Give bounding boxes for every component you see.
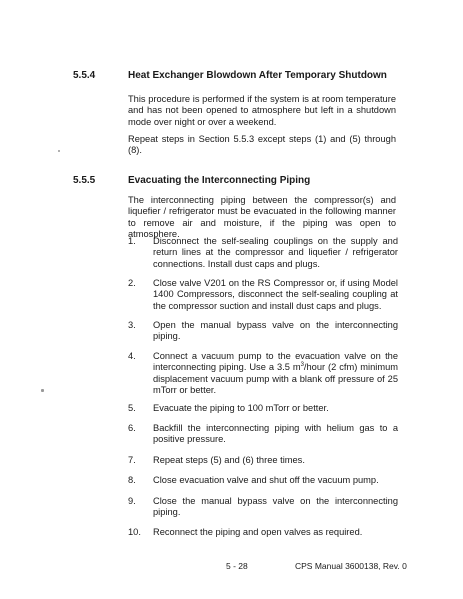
step-number: 1. <box>128 236 136 246</box>
step-text: Open the manual bypass valve on the interconnecting piping. <box>153 320 398 342</box>
step-number: 7. <box>128 455 136 465</box>
manual-reference: CPS Manual 3600138, Rev. 0 <box>295 561 407 571</box>
section-paragraph: This procedure is performed if the system is at room temperature and has not been opened to atmosphere but left in a shutdown mode over night or over a weekend. <box>128 94 396 127</box>
step-number: 2. <box>128 278 136 288</box>
step-number: 6. <box>128 423 136 433</box>
step-number: 8. <box>128 475 136 485</box>
section-title: Heat Exchanger Blowdown After Temporary Shutdown <box>128 70 387 81</box>
step-text: Reconnect the piping and open valves as required. <box>153 527 363 537</box>
step-text: Connect a vacuum pump to the evacuation valve on the interconnecting piping. Use a 3.5 $m^3$/hour (2 cfm) minimum displacement vacuum pump with a blank off pressure of 25 mTorr or better. <box>153 351 398 395</box>
step-text: Evacuate the piping to 100 mTorr or better. <box>153 403 329 413</box>
section-paragraph: Repeat steps in Section 5.5.3 except steps (1) and (5) through (8). <box>128 134 396 156</box>
step-number: 3. <box>128 320 136 330</box>
step-number: 9. <box>128 496 136 506</box>
step-number: 4. <box>128 351 136 361</box>
section-title: Evacuating the Interconnecting Piping <box>128 175 311 186</box>
scan-speck <box>41 389 44 392</box>
step-text: Backfill the interconnecting piping with helium gas to a positive pressure. <box>153 423 398 445</box>
step-number: 10. <box>128 527 141 537</box>
step-text: Repeat steps (5) and (6) three times. <box>153 455 305 465</box>
section-paragraph: The interconnecting piping between the compressor(s) and liquefier / refrigerator must be evacuated in the following manner to remove air and moisture, if the piping was open to atmosphere. <box>128 195 396 239</box>
step-number: 5. <box>128 403 136 413</box>
section-number: 5.5.5 <box>73 175 96 186</box>
section-number: 5.5.4 <box>73 70 96 81</box>
step-text: Close valve V201 on the RS Compressor or, if using Model 1400 Compressors, disconnect the self-sealing coupling at the compressor suction and install dust caps and plugs. <box>153 278 398 311</box>
step-text: Disconnect the self-sealing couplings on the supply and return lines at the compressor and liquefier / refrigerator connections. Install dust caps and plugs. <box>153 236 398 269</box>
scan-speck <box>58 150 60 152</box>
step-text: Close the manual bypass valve on the interconnecting piping. <box>153 496 398 518</box>
step-text: Close evacuation valve and shut off the vacuum pump. <box>153 475 379 485</box>
page-number: 5 - 28 <box>226 561 248 571</box>
